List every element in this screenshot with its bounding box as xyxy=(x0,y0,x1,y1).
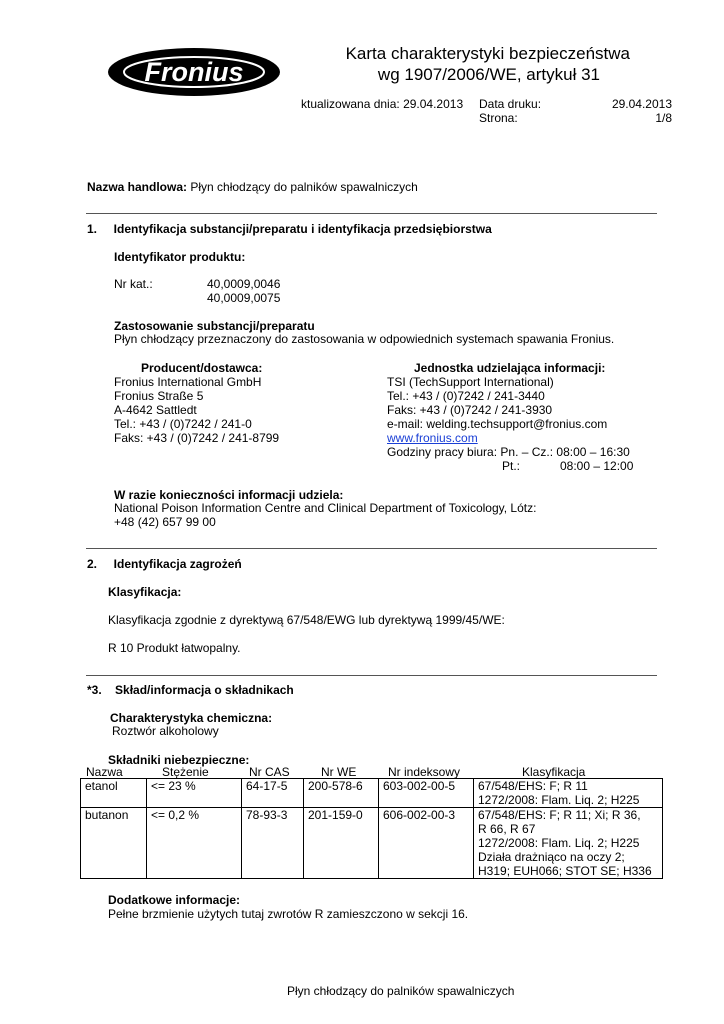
column-header-concentration: Stężenie xyxy=(162,765,209,779)
document-title-line1: Karta charakterystyki bezpieczeństwa xyxy=(345,44,630,63)
section3-heading: *3. Skład/informacja o składnikach xyxy=(87,683,294,697)
section2-heading: 2. Identyfikacja zagrożeń xyxy=(87,557,242,571)
cell-index: 606-002-00-3 xyxy=(379,808,474,879)
cell-concentration: <= 0,2 % xyxy=(147,808,242,879)
producer-line: A-4642 Sattledt xyxy=(114,403,197,417)
page-label: Strona: xyxy=(479,111,518,125)
cell-classification xyxy=(474,779,663,808)
office-hours-line1: Godziny pracy biura: Pn. – Cz.: 08:00 – 16:30 xyxy=(387,445,630,459)
cell-name: butanon xyxy=(81,808,147,879)
info-unit-line: TSI (TechSupport International) xyxy=(387,375,554,389)
emergency-line1: National Poison Information Centre and Clinical Department of Toxicology, Lótz: xyxy=(114,501,537,515)
emergency-line2: +48 (42) 657 99 00 xyxy=(114,515,216,529)
column-header-cas: Nr CAS xyxy=(249,765,290,779)
product-identifier-label: Identyfikator produktu: xyxy=(114,250,246,264)
section1-heading: 1. Identyfikacja substancji/preparatu i identyfikacja przedsiębiorstwa xyxy=(87,222,492,236)
classification-line: H319; EUH066; STOT SE; H336 xyxy=(478,864,652,878)
fronius-logo-mark xyxy=(108,48,280,96)
classification-line: Działa drażniąco na oczy 2; xyxy=(478,850,625,864)
office-hours-time2: 08:00 – 12:00 xyxy=(560,459,634,473)
footer-product-name: Płyn chłodzący do palników spawalniczych xyxy=(287,984,515,998)
divider xyxy=(86,548,657,549)
office-hours-day2: Pt.: xyxy=(502,459,521,473)
catalog-number-label: Nr kat.: xyxy=(114,277,153,291)
website-link[interactable]: www.fronius.com xyxy=(387,431,478,445)
classification-line: 1272/2008: Flam. Liq. 2; H225 xyxy=(478,836,640,850)
cell-concentration: <= 23 % xyxy=(147,779,242,808)
producer-line: Tel.: +43 / (0)7242 / 241-0 xyxy=(114,417,252,431)
page-value: 1/8 xyxy=(655,111,672,125)
cell-name: etanol xyxy=(81,779,147,808)
info-unit-line: e-mail: welding.techsupport@fronius.com xyxy=(387,417,608,431)
cell-cas: 78-93-3 xyxy=(242,808,304,879)
trade-name-value: Płyn chłodzący do palników spawalniczych xyxy=(187,180,418,194)
column-header-index: Nr indeksowy xyxy=(388,765,461,779)
r-phrase: R 10 Produkt łatwopalny. xyxy=(108,641,241,655)
trade-name-label: Nazwa handlowa: xyxy=(87,180,188,194)
cell-classification xyxy=(474,808,663,879)
chemical-characteristics-label: Charakterystyka chemiczna: xyxy=(110,711,273,725)
info-unit-label: Jednostka udzielająca informacji: xyxy=(414,361,606,375)
updated-date: ktualizowana dnia: 29.04.2013 xyxy=(301,97,464,111)
info-unit-line: Faks: +43 / (0)7242 / 241-3930 xyxy=(387,403,553,417)
hazardous-components-table xyxy=(80,778,663,879)
divider xyxy=(86,675,657,676)
catalog-number-1: 40,0009,0046 xyxy=(207,277,281,291)
divider xyxy=(86,213,657,214)
table-row xyxy=(81,779,663,808)
print-date-value: 29.04.2013 xyxy=(611,97,672,111)
table-row xyxy=(81,808,663,879)
producer-label: Producent/dostawca: xyxy=(141,361,263,375)
document-title-line2: wg 1907/2006/WE, artykuł 31 xyxy=(377,65,600,84)
info-unit-line: Tel.: +43 / (0)7242 / 241-3440 xyxy=(387,389,545,403)
classification-line: 67/548/EHS: F; R 11 xyxy=(478,779,588,793)
usage-label: Zastosowanie substancji/preparatu xyxy=(114,319,315,333)
trade-name xyxy=(87,180,418,194)
classification-label: Klasyfikacja: xyxy=(108,585,182,599)
classification-line: 1272/2008: Flam. Liq. 2; H225 xyxy=(478,793,640,807)
catalog-number-2: 40,0009,0075 xyxy=(207,291,281,305)
cell-we: 201-159-0 xyxy=(304,808,379,879)
emergency-label: W razie konieczności informacji udziela: xyxy=(114,488,344,502)
cell-we: 200-578-6 xyxy=(304,779,379,808)
cell-cas: 64-17-5 xyxy=(242,779,304,808)
chemical-characteristics-text: Roztwór alkoholowy xyxy=(112,724,219,738)
usage-text: Płyn chłodzący przeznaczony do zastosowania w odpowiednich systemach spawania Fronius. xyxy=(114,332,615,346)
classification-line: 67/548/EHS: F; R 11; Xi; R 36, xyxy=(478,808,641,822)
classification-line: R 66, R 67 xyxy=(478,822,536,836)
column-header-classification: Klasyfikacja xyxy=(522,765,586,779)
hazardous-components-label: Składniki niebezpieczne: xyxy=(108,753,250,767)
additional-info-label: Dodatkowe informacje: xyxy=(108,893,241,907)
column-header-name: Nazwa xyxy=(86,765,123,779)
classification-text: Klasyfikacja zgodnie z dyrektywą 67/548/EWG lub dyrektywą 1999/45/WE: xyxy=(108,613,505,627)
cell-index: 603-002-00-5 xyxy=(379,779,474,808)
producer-line: Fronius International GmbH xyxy=(114,375,262,389)
producer-line: Faks: +43 / (0)7242 / 241-8799 xyxy=(114,431,280,445)
additional-info-text: Pełne brzmienie użytych tutaj zwrotów R zamieszczono w sekcji 16. xyxy=(108,907,469,921)
print-date-label: Data druku: xyxy=(479,97,542,111)
logo-text: Fronius xyxy=(144,57,244,87)
column-header-we: Nr WE xyxy=(321,765,357,779)
producer-line: Fronius Straße 5 xyxy=(114,389,204,403)
fronius-logo xyxy=(108,48,280,96)
